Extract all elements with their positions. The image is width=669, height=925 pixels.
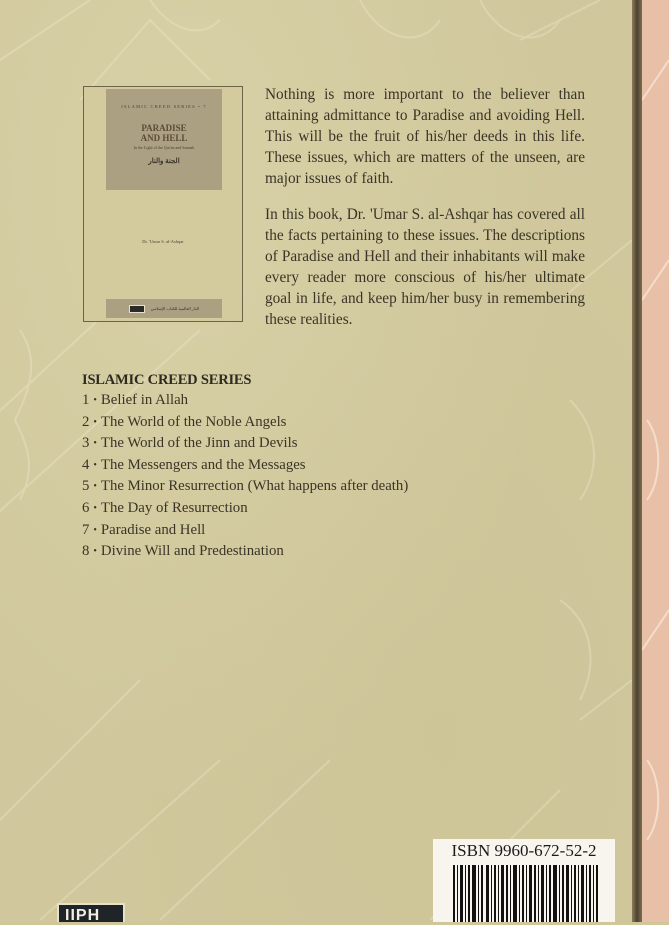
thumbnail-publisher-name: الدار العالمية للكتاب الإسلامي (150, 306, 200, 311)
series-list (82, 370, 408, 563)
thumbnail-title (106, 123, 222, 143)
blurb-paragraph-1 (265, 84, 585, 189)
series-item-number: 1 (82, 392, 90, 408)
bullet-icon: • (93, 395, 97, 406)
inner-page-edge (642, 0, 669, 922)
series-item-number: 3 (82, 435, 90, 452)
blurb-paragraph-2 (265, 204, 585, 330)
publisher-logo-icon (129, 305, 145, 313)
isbn-barcode-label (433, 839, 615, 922)
series-item-title: The Day of Resurrection (100, 499, 248, 516)
bullet-icon: • (93, 502, 97, 514)
series-item-number: 4 (82, 456, 90, 473)
thumbnail-publisher-band (106, 299, 222, 318)
series-item (82, 476, 408, 498)
series-item-title: Paradise and Hell (100, 521, 206, 538)
isbn-number: ISBN 9960-672-52-2 (451, 841, 597, 860)
bullet-icon: • (93, 459, 97, 471)
bullet-icon: • (93, 481, 97, 493)
series-item-title: The Messengers and the Messages (100, 456, 306, 473)
series-heading: ISLAMIC CREED SERIES (82, 372, 252, 388)
series-item (82, 412, 408, 434)
publisher-logo (57, 903, 125, 922)
bullet-icon: • (93, 416, 97, 428)
series-item (82, 541, 408, 563)
series-item-title: The World of the Jinn and Devils (100, 435, 298, 452)
series-item (82, 433, 408, 455)
series-item (82, 455, 408, 477)
series-item-number: 7 (82, 521, 90, 538)
bullet-icon: • (93, 438, 97, 450)
thumbnail-arabic-title: الجنة والنار (148, 157, 180, 165)
thumbnail-series-label: ISLAMIC CREED SERIES • 7 (121, 104, 207, 109)
bullet-icon: • (93, 524, 97, 536)
thumbnail-author: Dr. 'Umar S. al-Ashqar (142, 239, 184, 244)
page-edge-pattern (642, 0, 669, 922)
thumbnail-title-line1: PARADISE (141, 123, 187, 133)
series-item-title: The World of the Noble Angels (100, 413, 287, 430)
series-item (82, 390, 408, 412)
publisher-logo-text: IIPH (65, 907, 101, 924)
blurb-text-1: Nothing is more important to the believer than attaining admittance to Paradise and avoiding Hell. This will be the fruit of his/her deeds in this life. These issues, which are matters of the unseen, are major issues of faith. (265, 86, 585, 187)
series-item-number: 2 (82, 413, 90, 430)
thumbnail-title-panel (106, 89, 222, 190)
book-cover-thumbnail (83, 86, 243, 322)
bullet-icon: • (93, 546, 97, 558)
series-item-number: 6 (82, 499, 90, 516)
series-item-number: 8 (82, 543, 90, 560)
series-item-title: Belief in Allah (100, 392, 189, 408)
barcode-icon (453, 865, 599, 922)
series-item (82, 498, 408, 520)
series-item-title: Divine Will and Predestination (100, 543, 284, 560)
thumbnail-subtitle: In the Light of the Qur'an and Sunnah (133, 145, 195, 150)
cover-edge-shadow (632, 0, 642, 922)
thumbnail-title-line2: AND HELL (140, 133, 188, 143)
blurb-text-2: In this book, Dr. 'Umar S. al-Ashqar has covered all the facts pertaining to these issues. The descriptions of Paradise and Hell and their inhabitants will make every reader more conscious of his/her ultimate goal in life, and keep him/her busy in remembering these realities. (265, 206, 585, 328)
series-item-number: 5 (82, 478, 90, 495)
series-item-title: The Minor Resurrection (What happens after death) (100, 478, 409, 495)
series-item (82, 520, 408, 542)
